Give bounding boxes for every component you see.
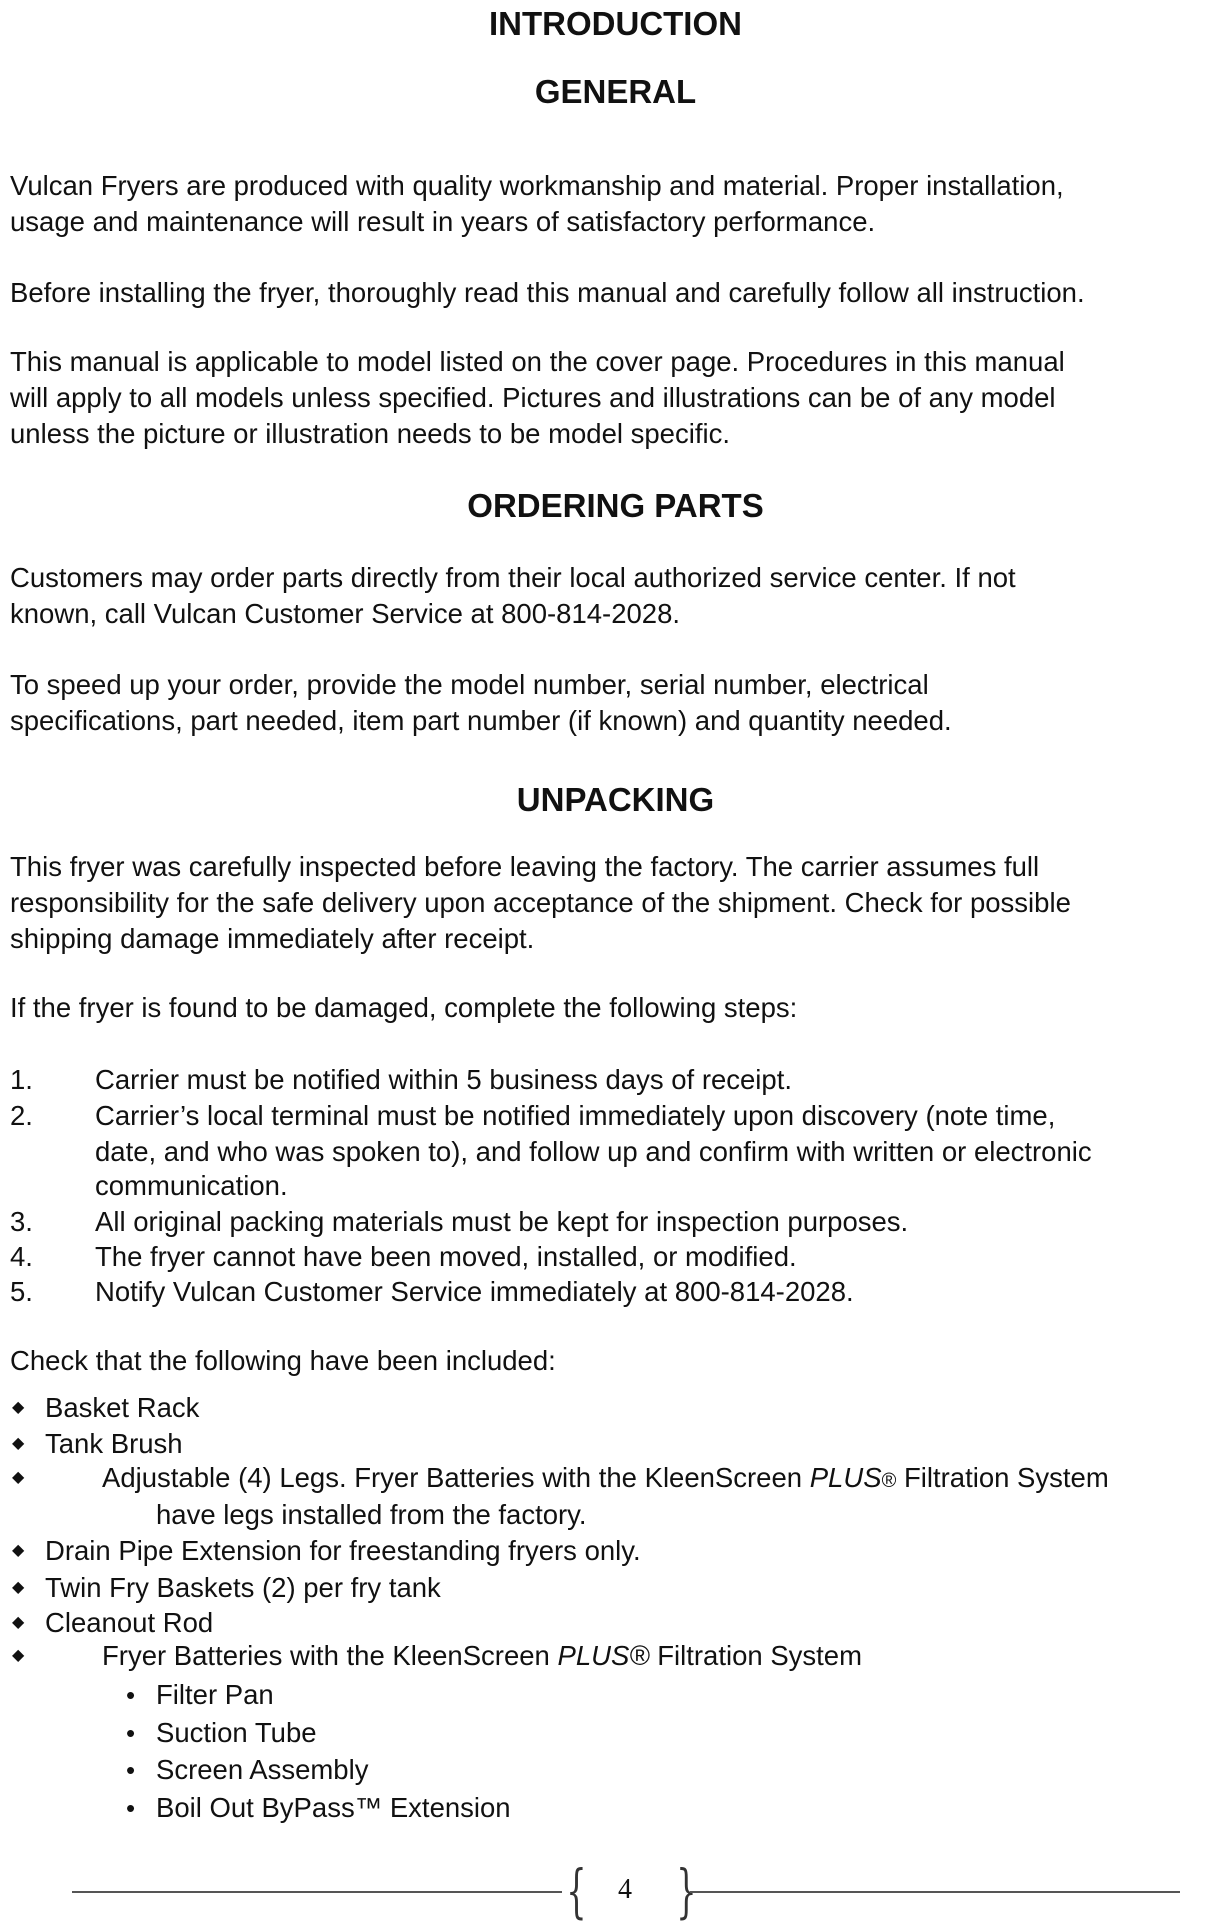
step-number: 1. xyxy=(10,1064,33,1095)
unpacking-para-2-line-1: If the fryer is found to be damaged, complete the following steps: xyxy=(10,992,798,1023)
heading-unpacking: UNPACKING xyxy=(516,781,715,818)
ordering-para-1-line-1: Customers may order parts directly from their local authorized service center. If not xyxy=(10,562,1016,593)
step-text: Notify Vulcan Customer Service immediately at 800-814-2028. xyxy=(95,1276,854,1307)
step-number: 4. xyxy=(10,1241,33,1272)
check-intro: Check that the following have been included: xyxy=(10,1345,556,1376)
included-cleanout-rod: Cleanout Rod xyxy=(45,1607,214,1638)
included-adjustable-legs xyxy=(102,1460,1109,1499)
general-para-3-line-1: This manual is applicable to model listed on the cover page. Procedures in this manual xyxy=(10,346,1065,377)
unpacking-para-1-line-1: This fryer was carefully inspected before leaving the factory. The carrier assumes full xyxy=(10,851,1040,882)
footer-rule-left xyxy=(72,1891,562,1893)
diamond-bullet-icon: ◆ xyxy=(12,1542,25,1559)
diamond-bullet-icon: ◆ xyxy=(12,1435,25,1452)
page-number: 4 xyxy=(618,1874,632,1905)
dot-bullet-icon: • xyxy=(126,1718,136,1748)
legs-text-start: Adjustable (4) Legs. Fryer Batteries with the KleenScreen xyxy=(102,1462,810,1493)
step-text: Carrier must be notified within 5 business days of receipt. xyxy=(95,1064,792,1095)
general-para-1-line-1: Vulcan Fryers are produced with quality workmanship and material. Proper installation, xyxy=(10,170,1064,201)
included-fryer-batteries xyxy=(102,1638,862,1674)
ordering-para-2-line-2: specifications, part needed, item part number (if known) and quantity needed. xyxy=(10,705,952,736)
step-text: date, and who was spoken to), and follow up and confirm with written or electronic xyxy=(95,1136,1092,1167)
step-text: The fryer cannot have been moved, installed, or modified. xyxy=(95,1241,797,1272)
included-tank-brush: Tank Brush xyxy=(45,1428,183,1459)
registered-mark: ® xyxy=(881,1470,897,1492)
footer-brace-left: { xyxy=(566,1857,587,1925)
step-number: 3. xyxy=(10,1206,33,1237)
dot-bullet-icon: • xyxy=(126,1793,136,1823)
included-twin-fry-baskets: Twin Fry Baskets (2) per fry tank xyxy=(45,1572,441,1603)
legs-text-end: Filtration System xyxy=(896,1462,1109,1493)
step-number: 5. xyxy=(10,1276,33,1307)
dot-bullet-icon: • xyxy=(126,1680,136,1710)
step-text: All original packing materials must be kept for inspection purposes. xyxy=(95,1206,909,1237)
step-text: communication. xyxy=(95,1170,288,1201)
diamond-bullet-icon: ◆ xyxy=(12,1614,25,1631)
dot-bullet-icon: • xyxy=(126,1755,136,1785)
heading-introduction: INTRODUCTION xyxy=(489,5,742,42)
heading-ordering-parts: ORDERING PARTS xyxy=(467,487,764,524)
plus-brand-italic: PLUS xyxy=(809,1462,882,1493)
unpacking-para-1-line-2: responsibility for the safe delivery upon acceptance of the shipment. Check for possible xyxy=(10,887,1071,918)
batteries-text-end: Filtration System xyxy=(649,1640,863,1671)
ordering-para-2-line-1: To speed up your order, provide the model number, serial number, electrical xyxy=(10,669,929,700)
sub-item-screen-assembly: Screen Assembly xyxy=(156,1754,369,1785)
step-text: Carrier’s local terminal must be notified immediately upon discovery (note time, xyxy=(95,1100,1056,1131)
footer-brace-right: } xyxy=(676,1857,697,1925)
general-para-3-line-2: will apply to all models unless specified. Pictures and illustrations can be of any model xyxy=(10,382,1056,413)
sub-item-boil-out-bypass: Boil Out ByPass™ Extension xyxy=(156,1792,511,1823)
unpacking-para-1-line-3: shipping damage immediately after receipt. xyxy=(10,923,535,954)
diamond-bullet-icon: ◆ xyxy=(12,1469,25,1486)
heading-general: GENERAL xyxy=(534,73,697,110)
sub-item-suction-tube: Suction Tube xyxy=(156,1717,317,1748)
sub-item-filter-pan: Filter Pan xyxy=(156,1679,274,1710)
included-drain-pipe: Drain Pipe Extension for freestanding fryers only. xyxy=(45,1535,641,1566)
included-adjustable-legs-line-2: have legs installed from the factory. xyxy=(156,1499,587,1530)
general-para-1-line-2: usage and maintenance will result in years of satisfactory performance. xyxy=(10,206,876,237)
included-basket-rack: Basket Rack xyxy=(45,1392,200,1423)
general-para-2-line-1: Before installing the fryer, thoroughly read this manual and carefully follow all instruction. xyxy=(10,277,1085,308)
diamond-bullet-icon: ◆ xyxy=(12,1399,25,1416)
general-para-3-line-3: unless the picture or illustration needs to be model specific. xyxy=(10,418,730,449)
ordering-para-1-line-2: known, call Vulcan Customer Service at 800-814-2028. xyxy=(10,598,681,629)
batteries-text-start: Fryer Batteries with the KleenScreen xyxy=(102,1640,558,1671)
step-number: 2. xyxy=(10,1100,33,1131)
footer-rule-right xyxy=(690,1891,1180,1893)
diamond-bullet-icon: ◆ xyxy=(12,1647,25,1664)
diamond-bullet-icon: ◆ xyxy=(12,1579,25,1596)
plus-brand-italic: PLUS® xyxy=(557,1640,650,1671)
